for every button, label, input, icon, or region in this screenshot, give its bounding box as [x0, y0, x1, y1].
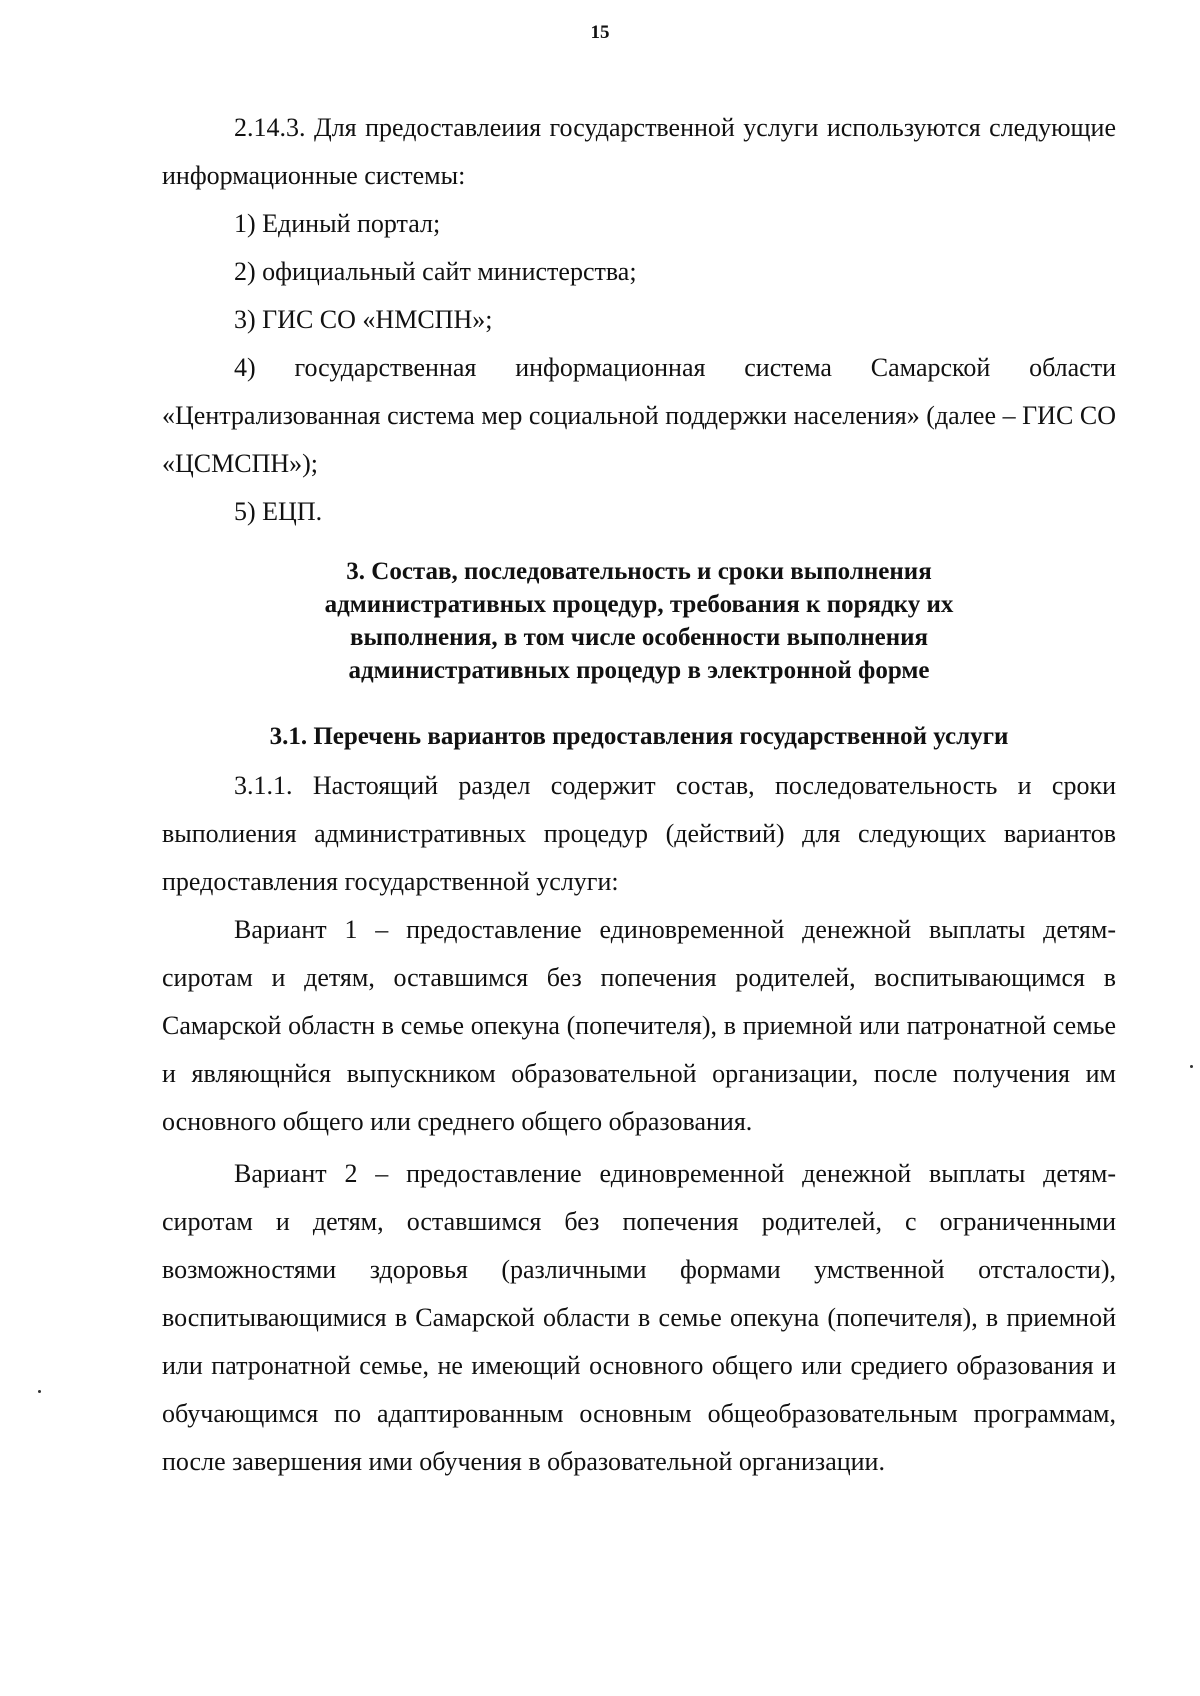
list-item-2: 2) официальный сайт министерства; [234, 257, 637, 286]
heading-line-3: выполнения, в том числе особенности выполнения [349, 624, 929, 651]
section-2-14-3 [162, 104, 1116, 536]
heading-line-2: административных процедур, требования к порядку их [324, 591, 954, 618]
scan-speck [1190, 1065, 1193, 1068]
heading-line-1: 3. Состав, последовательность и сроки выполнения [346, 558, 932, 585]
variant-1-paragraph: Вариант 1 – предоставление единовременной денежной выплаты детям-сиротам и детям, оставшимся без попечения родителей, воспитывающимся в Самарской областн в семье опекуна (попечителя), в приемной или патронатной семье и являющнйся выпускником образовательной организации, после получения им основного общего или среднего общего образования. [162, 915, 1116, 1136]
section-3-1-body [162, 762, 1116, 1486]
list-item-3: 3) ГИС СО «НМСПН»; [234, 305, 493, 334]
page-number: 15 [590, 22, 610, 43]
subheading-3-1: 3.1. Перечень вариантов предоставления государственной услуги [269, 723, 1009, 750]
paragraph-2-14-3-intro: 2.14.3. Для предоставлеиия государственной услуги используются следующие информационные системы: [162, 113, 1116, 190]
paragraph-3-1-1: 3.1.1. Настоящий раздел содержит состав, последовательность и сроки выполиения административных процедур (действий) для следующих вариантов предоставления государственной услуги: [162, 771, 1116, 896]
heading-line-4: административных процедур в электронной форме [348, 657, 930, 684]
section-3-1 [162, 720, 1116, 753]
variant-2-paragraph: Вариант 2 – предоставление единовременной денежной выплаты детям-сиротам и детям, оставшимся без попечения родителей, с ограниченными возможностями здоровья (различными формами умственной отсталости), воспитывающимися в Самарской области в семье опекуна (попечителя), в приемной или патронатной семье, не имеющий основного общего или средиего образования и обучающимся по адаптированным основным общеобразовательным программам, после завершения ими обучения в образовательной организации. [162, 1159, 1116, 1476]
list-item-1: 1) Единый портал; [234, 209, 441, 238]
section-3-heading [162, 555, 1116, 687]
scan-speck [38, 1390, 41, 1393]
list-item-5: 5) ЕЦП. [234, 497, 323, 526]
list-item-4: 4) государственная информационная система Самарской области «Централизованная система мер социальной поддержки населения» (далее – ГИС СО «ЦСМСПН»); [162, 353, 1116, 478]
